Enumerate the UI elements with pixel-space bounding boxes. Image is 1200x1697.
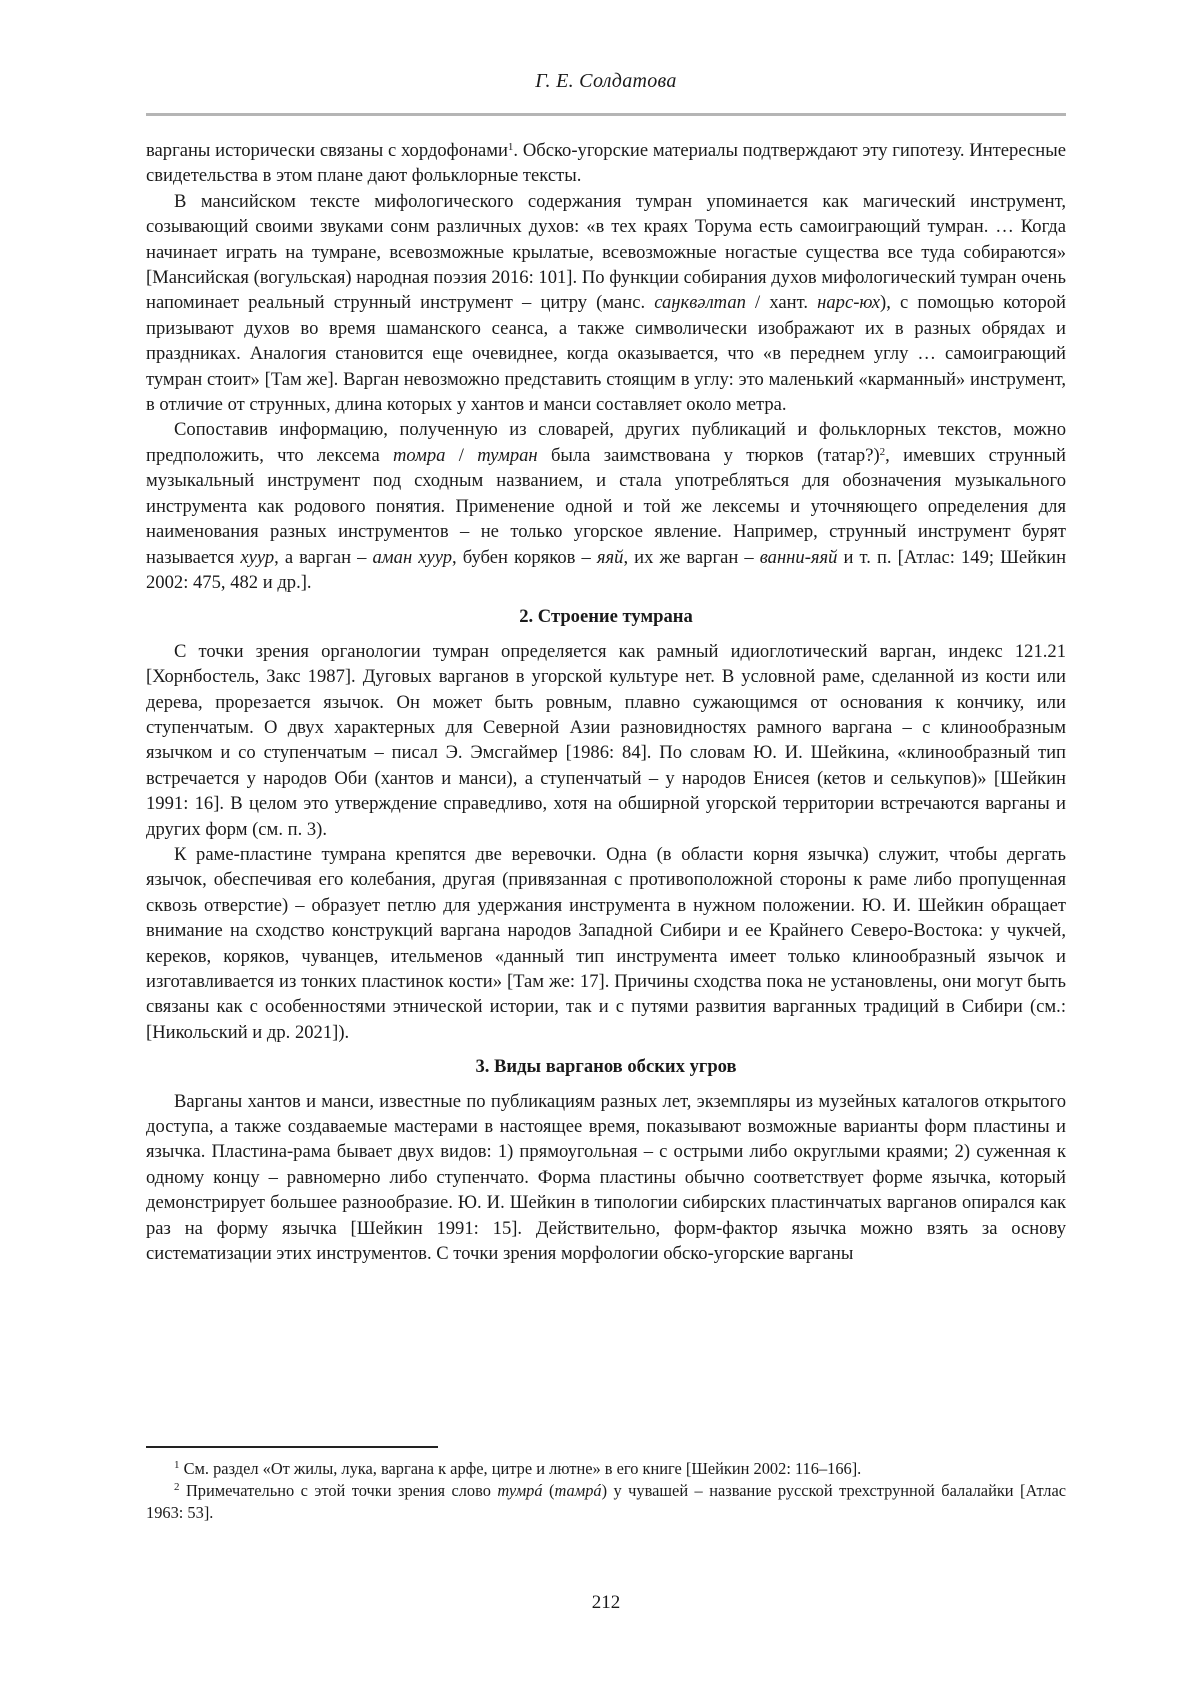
footnote-ref[interactable]: 1 (507, 141, 514, 153)
text-run: ), с помощью которой призывают духов во время шаманского сеанса, а также символически изображают их в разных обрядах и праздниках. Аналогия становится еще очевиднее, когда оказывается, что «в переднем углу … самоиграющий тумран стоит» [Там же]. Варган невозможно представить стоящим в углу: это маленький «карманный» инструмент, в отличие от струнных, длина которых у хантов и манси составляет около метра. (146, 292, 1067, 416)
header-rule (146, 113, 1066, 116)
text-run: , а варган – (274, 546, 373, 568)
footnote-text: ) у чувашей – название русской трехструнной балалайки [Атлас 1963: 53]. (146, 1481, 1067, 1522)
footnote-rule (146, 1446, 438, 1448)
text-run: , бубен коряков – (452, 546, 597, 568)
text-run: . Обско-угорские материалы подтверждают эту гипотезу. Интересные свидетельства в этом плане дают фольклорные тексты. (146, 140, 1066, 187)
running-head: Г. Е. Солдатова (535, 70, 677, 92)
term: томра (393, 444, 446, 466)
section-heading: 3. Виды варганов обских угров (475, 1056, 737, 1078)
paragraph: Варганы хантов и манси, известные по публикациям разных лет, экземпляры из музейных каталогов открытого доступа, а также создаваемые мастерами в настоящее время, показывают возможные варианты форм пластины и язычка. Пластина-рама бывает двух видов: 1) прямоугольная – с острыми либо округлыми краями; 2) суженная к одному концу – равномерно либо ступенчато. Форма пластины обычно соответствует форме язычка, который демонстрирует большее разнообразие. Ю. И. Шейкин в типологии сибирских пластинчатых варганов опирался как раз на форму язычка [Шейкин 1991: 15]. Действительно, форм-фактор язычка можно взять за основу систематизации этих инструментов. С точки зрения морфологии обско-угорские варганы (146, 1090, 1066, 1265)
term: яяй (596, 546, 624, 568)
footnote-ref[interactable]: 2 (879, 445, 886, 458)
paragraph: К раме-пластине тумрана крепятся две веревочки. Одна (в области корня язычка) служит, чтобы дергать язычок, обеспечивая его колебания, другая (привязанная с противоположной стороны к раме либо пропущенная сквозь отверстие) – образует петлю для удержания инструмента в нужном положении. Ю. И. Шейкин обращает внимание на сходство конструкций варгана народов Западной Сибири и ее Крайнего Северо-Востока: у чукчей, кереков, коряков, чуванцев, ительменов «данный тип инструмента имеет только клинообразный язычок и изготавливается из тонких пластинок кости» [Там же: 17]. Причины сходства пока не установлены, они могут быть связаны как с особенностями этнической истории, так и с путями развития варганных традиций в Сибири (см.: [Никольский и др. 2021]). (146, 843, 1066, 1043)
footnote-text: Примечательно с этой точки зрения слово (179, 1481, 498, 1500)
footnote-mark: 1 (174, 1459, 180, 1471)
text-run: / хант. (745, 292, 818, 314)
text-run: / (445, 444, 478, 466)
term: хуур (240, 546, 275, 568)
page-number: 212 (591, 1592, 621, 1613)
footnotes (146, 1458, 1066, 1524)
text-run: варганы исторически связаны с хордофонами (146, 140, 508, 161)
footnote-text: См. раздел «От жилы, лука, варгана к арфе, цитре и лютне» в его книге [Шейкин 2002: 116–166]. (179, 1459, 862, 1478)
term: аман хуур (372, 546, 453, 568)
footnote-text: ( (542, 1481, 555, 1500)
term: тамрá (554, 1481, 602, 1500)
text-run: была заимствована у тюрков (татар?) (537, 444, 880, 466)
term: ванни-яяй (759, 546, 838, 568)
term: тумрá (497, 1481, 543, 1500)
text-run: В мансийском тексте мифологического содержания тумран упоминается как магический инструмент, созывающий своими звуками сонм различных духов: «в тех краях Торума есть самоиграющий тумран. … Когда начинает играть на тумране, всевозможные крылатые, всевозможные ногастые существа все туда собираются» [Мансийская (вогульская) народная поэзия 2016: 101]. По функции собирания духов мифологический тумран очень напоминает реальный струнный инструмент – цитру (манс. (146, 190, 1066, 314)
footnote (146, 1458, 1066, 1480)
footnote-mark: 2 (174, 1481, 180, 1493)
main-text (146, 138, 1066, 1266)
paragraph (146, 189, 1066, 418)
term: саӈквәлтап (654, 292, 746, 314)
footnote (146, 1480, 1066, 1524)
term: тумран (477, 444, 538, 466)
section-heading: 2. Строение тумрана (519, 606, 693, 628)
text-run: , имевших струнный музыкальный инструмент под сходным названием, и стала употребляться для обозначения музыкального инструмента как родового понятия. Применение одной и той же лексемы и уточняющего определения для наименования разных инструментов – не только угорское явление. Например, струнный инструмент бурят называется (146, 444, 1066, 568)
text-run: Сопоставив информацию, полученную из словарей, других публикаций и фольклорных текстов, можно предположить, что лексема (146, 419, 1066, 466)
text-run: и т. п. [Атлас: 149; Шейкин 2002: 475, 482 и др.]. (146, 546, 1067, 593)
term: нарс-юх (817, 292, 881, 314)
paragraph (146, 417, 1066, 595)
text-run: , их же варган – (623, 546, 760, 568)
paragraph: С точки зрения органологии тумран определяется как рамный идиоглотический варган, индекс 121.21 [Хорнбостель, Закс 1987]. Дуговых варганов в угорской культуре нет. В условной раме, сделанной из кости или дерева, прорезается язычок. Он может быть ровным, плавно сужающимся от основания к кончику, или ступенчатым. О двух характерных для Северной Азии разновидностях рамного варгана – с клинообразным язычком и со ступенчатым – писал Э. Эмсгаймер [1986: 84]. По словам Ю. И. Шейкина, «клинообразный тип встречается у народов Оби (хантов и манси), а ступенчатый – у народов Енисея (кетов и селькупов)» [Шейкин 1991: 16]. В целом это утверждение справедливо, хотя на обширной угорской территории встречаются варганы и других форм (см. п. 3). (146, 640, 1066, 840)
paragraph (146, 138, 1066, 189)
